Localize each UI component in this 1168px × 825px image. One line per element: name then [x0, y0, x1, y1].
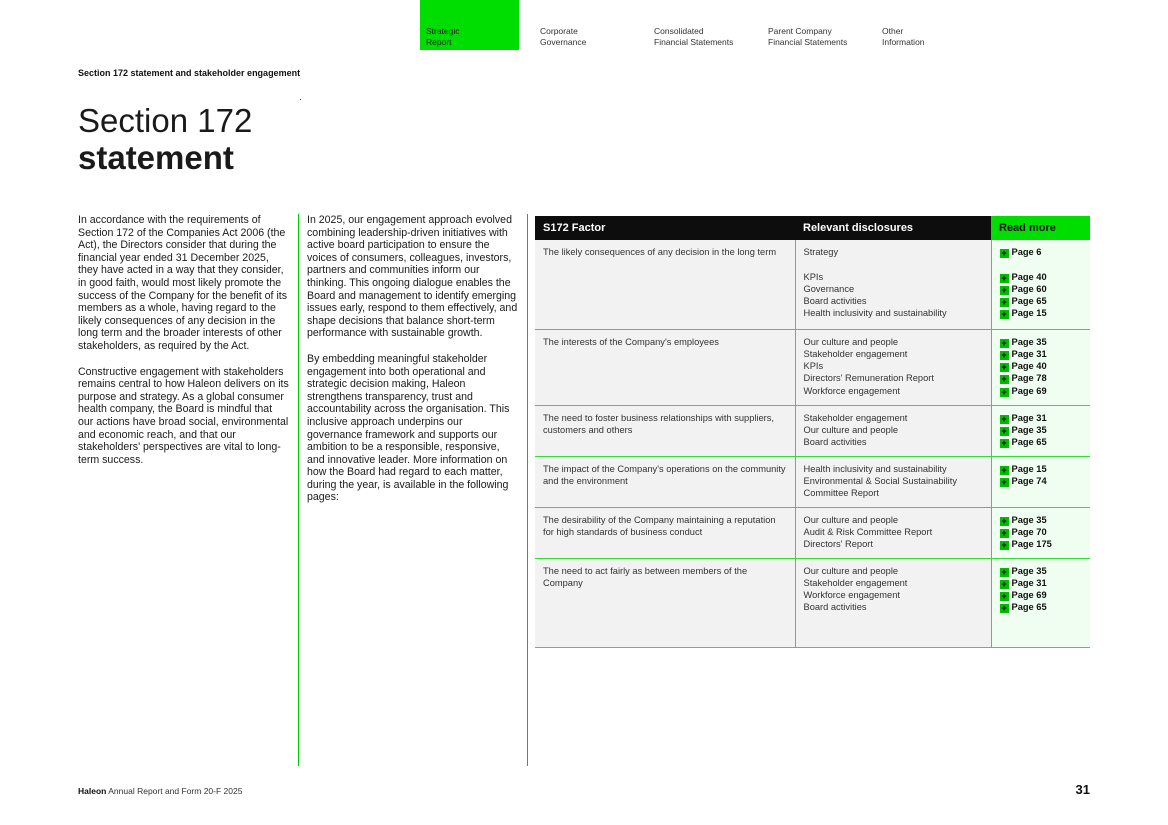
- page-link-label: Page 31: [1011, 577, 1047, 588]
- nav-tab-label-line2: Report: [426, 37, 452, 47]
- disclosure-item: Board activities: [803, 296, 867, 307]
- page-link[interactable]: [1000, 336, 1083, 348]
- plus-icon: +: [1001, 540, 1007, 551]
- page-link[interactable]: [1000, 436, 1083, 448]
- disclosure-item: Health inclusivity and sustainability: [803, 463, 947, 474]
- nav-tab-label-line2: Information: [882, 37, 925, 47]
- page-link-label: Page 65: [1011, 296, 1047, 307]
- paragraph: Constructive engagement with stakeholders remains central to how Haleon delivers on its purpose and strategy. As a global consumer health company, the Board is mindful that our actions have broad social, environmental and economic reach, and that our stakeholders' perspectives are vital to long-term success.: [78, 365, 289, 466]
- disclosure-item: Our culture and people: [803, 336, 899, 347]
- nav-tab-parent-company[interactable]: [762, 0, 876, 50]
- plus-icon: +: [1001, 272, 1007, 283]
- table-row: [535, 507, 1090, 558]
- factor-cell: The need to foster business relationships with suppliers, customers and others: [535, 405, 795, 456]
- nav-tab-label-line1: Consolidated: [654, 26, 704, 36]
- page-link-label: Page 31: [1011, 412, 1047, 423]
- plus-icon: +: [1001, 578, 1007, 589]
- disclosure-item: Board activities: [803, 437, 867, 448]
- section-nav: [420, 0, 990, 50]
- read-more-cell: [991, 507, 1090, 558]
- page-link[interactable]: [1000, 348, 1083, 360]
- page-link-label: Page 65: [1011, 602, 1047, 613]
- disclosures-cell: [795, 456, 991, 507]
- plus-icon: +: [1001, 515, 1007, 526]
- column-divider: [298, 214, 299, 766]
- read-more-cell: [991, 558, 1090, 647]
- intro-column-2: [307, 214, 519, 517]
- nav-tab-consolidated[interactable]: [648, 0, 762, 50]
- page-link-label: Page 175: [1011, 539, 1052, 550]
- page-link[interactable]: [1000, 589, 1083, 601]
- disclosure-item: Audit & Risk Committee Report: [803, 526, 933, 537]
- disclosure-item: Our culture and people: [803, 424, 899, 435]
- table-header-row: [535, 216, 1090, 240]
- nav-tab-strategic[interactable]: [420, 0, 519, 50]
- plus-icon: +: [1001, 337, 1007, 348]
- page-link[interactable]: [1000, 424, 1083, 436]
- plus-icon: +: [1001, 603, 1007, 614]
- page-link[interactable]: [1000, 577, 1083, 589]
- column-divider: [527, 214, 528, 766]
- page-link[interactable]: [1000, 246, 1083, 258]
- disclosure-item: Directors' Report: [803, 539, 873, 550]
- disclosures-cell: [795, 558, 991, 647]
- factor-cell: The interests of the Company's employees: [535, 329, 795, 405]
- page-link-label: Page 35: [1011, 336, 1047, 347]
- page-link[interactable]: [1000, 463, 1083, 475]
- header-read-more: Read more: [991, 216, 1090, 240]
- plus-icon: +: [1001, 438, 1007, 449]
- page-link[interactable]: [1000, 271, 1083, 283]
- plus-icon: +: [1001, 248, 1007, 258]
- header-disclosures: Relevant disclosures: [795, 216, 991, 240]
- read-more-cell: [991, 456, 1090, 507]
- disclosures-cell: [795, 405, 991, 456]
- spacer: [1000, 258, 1083, 270]
- nav-tab-label-line1: Parent Company: [768, 26, 832, 36]
- nav-tab-label-line2: Financial Statements: [654, 37, 734, 47]
- page-link-label: Page 60: [1011, 283, 1047, 294]
- disclosure-item: Our culture and people: [803, 514, 899, 525]
- page-title: [78, 102, 252, 176]
- section-label: Section 172 statement and stakeholder engagement: [78, 68, 301, 78]
- page-link-label: Page 65: [1011, 437, 1047, 448]
- page-link-label: Page 15: [1011, 463, 1047, 474]
- page-link[interactable]: [1000, 565, 1083, 577]
- nav-tab-label-line1: Strategic: [426, 26, 460, 36]
- plus-icon: +: [1001, 591, 1007, 602]
- page-link-label: Page 40: [1011, 271, 1047, 282]
- plus-icon: +: [1001, 349, 1007, 360]
- disclosures-cell: [795, 240, 991, 329]
- nav-tab-corporate[interactable]: [534, 0, 648, 50]
- page-link-label: Page 70: [1011, 526, 1047, 537]
- page-link-label: Page 69: [1011, 385, 1047, 396]
- footer-doc-title: [78, 786, 242, 796]
- nav-tab-label-line1: Corporate: [540, 26, 578, 36]
- page-link-label: Page 78: [1011, 373, 1047, 384]
- disclosure-item: Committee Report: [803, 488, 879, 499]
- paragraph: By embedding meaningful stakeholder engagement into both operational and strategic decision making, Haleon strengthens transparency, trust and accountability across the organisation. This inclusive approach underpins our governance framework and supports our ambition to be a responsible, responsive, and innovative leader. More information on how the Board had regard to each matter, during the year, is available in the following pages:: [307, 352, 510, 504]
- disclosure-item: Workforce engagement: [803, 590, 900, 601]
- factor-cell: The impact of the Company's operations on the community and the environment: [535, 456, 795, 507]
- plus-icon: +: [1001, 476, 1007, 487]
- paragraph: In accordance with the requirements of Section 172 of the Companies Act 2006 (the Act), the Directors consider that during the financial year ended 31 December 2025, they have acted in a way that they consider, in good faith, would most likely promote the success of the Company for the benefit of its members as a whole, having regard to the likely consequences of any decision in the long term and the broader interests of other stakeholders, as required by the Act.: [78, 214, 288, 352]
- factor-cell: The desirability of the Company maintaining a reputation for high standards of business conduct: [535, 507, 795, 558]
- disclosure-item: Stakeholder engagement: [803, 412, 908, 423]
- plus-icon: +: [1001, 297, 1007, 308]
- disclosure-item: Directors' Remuneration Report: [803, 373, 934, 384]
- page-link-label: Page 74: [1011, 475, 1047, 486]
- disclosure-item: Governance: [803, 283, 855, 294]
- plus-icon: +: [1001, 284, 1007, 295]
- disclosure-item: Workforce engagement: [803, 385, 900, 396]
- disclosure-item: Strategy: [803, 247, 839, 257]
- footer-brand: Haleon: [78, 786, 107, 796]
- disclosure-item: Stakeholder engagement: [803, 577, 908, 588]
- plus-icon: +: [1001, 374, 1007, 385]
- page-link-label: Page 35: [1011, 565, 1047, 576]
- plus-icon: +: [1001, 527, 1007, 538]
- page-link[interactable]: [1000, 295, 1083, 307]
- page-link[interactable]: [1000, 514, 1083, 526]
- factor-cell: The likely consequences of any decision in the long term: [535, 240, 795, 329]
- s172-table: [535, 216, 1090, 648]
- table-row: [535, 558, 1090, 647]
- read-more-cell: [991, 405, 1090, 456]
- nav-tab-other[interactable]: [876, 0, 990, 50]
- plus-icon: +: [1001, 386, 1007, 397]
- nav-tab-label-line2: Financial Statements: [768, 37, 848, 47]
- page-link[interactable]: [1000, 307, 1083, 319]
- page-link[interactable]: [1000, 601, 1083, 613]
- plus-icon: +: [1001, 566, 1007, 577]
- nav-tab-label-line1: Other: [882, 26, 904, 36]
- table-row: [535, 240, 1090, 329]
- plus-icon: +: [1001, 309, 1007, 320]
- page-link[interactable]: [1000, 360, 1083, 372]
- disclosure-item: Environmental & Social Sustainability: [803, 475, 957, 486]
- page-link-label: Page 6: [1011, 247, 1042, 257]
- disclosure-item: [804, 258, 983, 270]
- disclosure-item: Board activities: [803, 602, 867, 613]
- page-link[interactable]: [1000, 283, 1083, 295]
- plus-icon: +: [1001, 413, 1007, 424]
- page-link-label: Page 31: [1011, 348, 1047, 359]
- page-number: 31: [1075, 782, 1090, 797]
- table-row: [535, 329, 1090, 405]
- disclosure-item: Health inclusivity and sustainability: [803, 308, 947, 319]
- plus-icon: +: [1001, 362, 1007, 373]
- disclosure-item: KPIs: [803, 361, 824, 372]
- page-title-line1: Section 172: [78, 102, 253, 139]
- plus-icon: +: [1001, 425, 1007, 436]
- page-link[interactable]: [1000, 526, 1083, 538]
- header-factor: S172 Factor: [535, 216, 795, 240]
- page-link-label: Page 35: [1011, 514, 1047, 525]
- decorative-dot: [300, 99, 301, 100]
- page-link-label: Page 35: [1011, 424, 1047, 435]
- plus-icon: +: [1001, 464, 1007, 475]
- table-row: [535, 456, 1090, 507]
- read-more-cell: [991, 329, 1090, 405]
- page-link[interactable]: [1000, 475, 1083, 487]
- page-link-label: Page 15: [1011, 308, 1047, 319]
- paragraph: In 2025, our engagement approach evolved combining leadership-driven initiatives with active board participation to ensure the voices of consumers, colleagues, investors, partners and communities inform our thinking. This ongoing dialogue enables the Board and management to identify emerging issues early, respond to them effectively, and shape decisions that balance short-term performance with sustainable growth.: [307, 214, 518, 340]
- footer-doc: Annual Report and Form 20-F 2025: [108, 786, 243, 796]
- page-link-label: Page 69: [1011, 590, 1047, 601]
- disclosure-item: Stakeholder engagement: [803, 348, 908, 359]
- disclosure-item: Our culture and people: [803, 565, 899, 576]
- disclosure-item: KPIs: [803, 271, 824, 282]
- read-more-cell: [991, 240, 1090, 329]
- page-title-line2: statement: [78, 139, 234, 176]
- disclosures-cell: [795, 507, 991, 558]
- nav-tab-label-line2: Governance: [540, 37, 587, 47]
- disclosures-cell: [795, 329, 991, 405]
- page-link[interactable]: [1000, 538, 1083, 550]
- factor-cell: The need to act fairly as between members of the Company: [535, 558, 795, 647]
- table-row: [535, 405, 1090, 456]
- page-link[interactable]: [1000, 372, 1083, 384]
- intro-column-1: [78, 214, 290, 479]
- page-link[interactable]: [1000, 412, 1083, 424]
- page-link-label: Page 40: [1011, 361, 1047, 372]
- page-link[interactable]: [1000, 385, 1083, 397]
